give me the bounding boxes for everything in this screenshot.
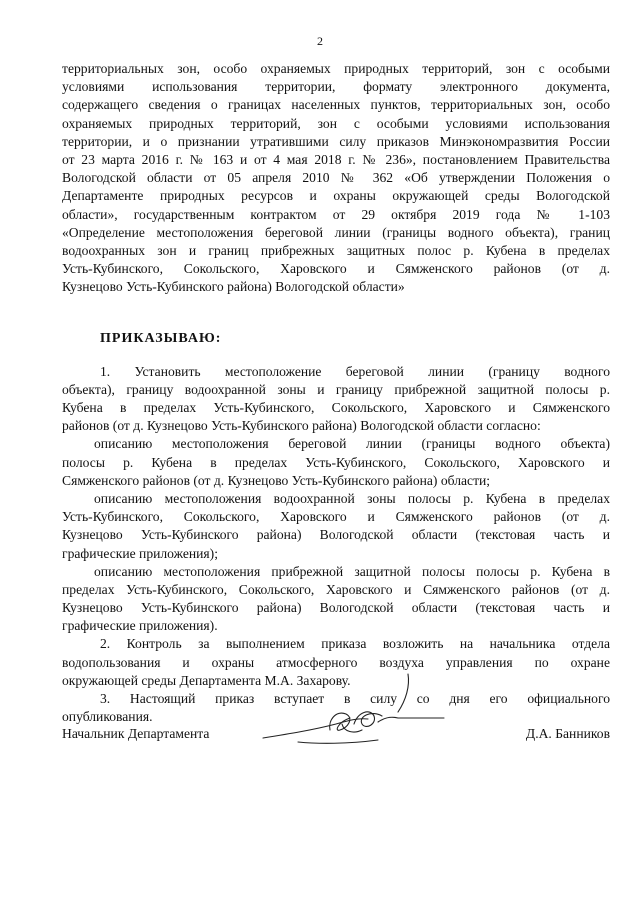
text-line: территории, и о признании утратившими силу приказов Минэкономразвития России	[62, 133, 610, 149]
text-line: полосы р. Кубена в пределах Усть-Кубинского, Сокольского, Харовского и	[62, 454, 610, 470]
text-line: содержащего сведения о границах населенных пунктов, территориальных зон, особо	[62, 97, 610, 113]
order-item-1	[62, 363, 610, 436]
text-line: от 23 марта 2016 г. № 163 и от 4 мая 2018 г. № 236», постановлением Правительства	[62, 151, 610, 167]
text-line: Сямженского районов (от д. Кузнецово Усть-Кубинского района) области;	[62, 472, 491, 488]
text-line: «Определение местоположения береговой линии (границы водного объекта), границ	[62, 224, 610, 240]
text-line: Кузнецово Усть-Кубинского района) Вологодской области (текстовая часть и	[62, 600, 610, 616]
signatory-title: Начальник Департамента	[62, 726, 210, 741]
text-line: Вологодской области от 05 апреля 2010 № 362 «Об утверждении Положения о	[62, 170, 610, 186]
text-line: объекта), границу водоохранной зоны и границу прибрежной защитной полосы р.	[62, 381, 610, 397]
signatory-name: Д.А. Банников	[525, 726, 610, 741]
text-line: описанию местоположения береговой линии (границы водного объекта)	[94, 436, 610, 452]
text-line: описанию местоположения водоохранной зоны полосы р. Кубена в пределах	[94, 490, 610, 506]
text-line: 3. Настоящий приказ вступает в силу со дня его официального	[100, 691, 610, 707]
text-line: 1. Установить местоположение береговой линии (границу водного	[100, 363, 610, 379]
text-line: графические приложения);	[62, 545, 218, 561]
page-number: 2	[317, 34, 323, 48]
text-line: описанию местоположения прибрежной защитной полосы полосы р. Кубена в	[94, 563, 610, 579]
text-line: территориальных зон, особо охраняемых природных территорий, зон с особыми	[62, 61, 610, 76]
document-body	[62, 60, 610, 726]
sub-item-water-protection-zone	[62, 490, 610, 563]
signature-block	[62, 726, 610, 750]
text-line: Кузнецово Усть-Кубинского района) Вологодской области (текстовая часть и	[62, 527, 610, 543]
intro-paragraph	[62, 60, 610, 296]
text-line: Кузнецово Усть-Кубинского района) Вологодской области»	[62, 279, 405, 295]
text-line: 2. Контроль за выполнением приказа возложить на начальника отдела	[100, 636, 610, 652]
text-line: Департаменте природных ресурсов и охраны окружающей среды Вологодской	[62, 188, 610, 204]
text-line: охраняемых природных территорий, зон с особыми условиями использования	[62, 115, 610, 131]
sub-item-shoreline	[62, 435, 610, 490]
text-line: Кубена в пределах Усть-Кубинского, Сокольского, Харовского и Сямженского	[62, 400, 610, 416]
text-line: Усть-Кубинского, Сокольского, Харовского и Сямженского районов (от д.	[62, 261, 610, 277]
sub-item-coastal-protective-strip	[62, 563, 610, 636]
text-line: опубликования.	[62, 709, 153, 725]
text-line: графические приложения).	[62, 618, 218, 634]
text-line: условиями использования территории, формату электронного документа,	[62, 79, 610, 95]
text-line: районов (от д. Кузнецово Усть-Кубинского района) Вологодской области согласно:	[62, 418, 541, 434]
text-line: окружающей среды Департамента М.А. Захарову.	[62, 672, 351, 688]
text-line: пределах Усть-Кубинского, Сокольского, Харовского и Сямженского районов (от д.	[62, 581, 610, 597]
text-line: Усть-Кубинского, Сокольского, Харовского и Сямженского районов (от д.	[62, 509, 610, 525]
text-line: водопользования и охраны атмосферного воздуха управления по охране	[62, 654, 610, 670]
order-heading: ПРИКАЗЫВАЮ:	[100, 331, 222, 347]
text-line: области», государственным контрактом от 29 октября 2019 года № 1-103	[62, 206, 610, 222]
text-line: водоохранных зон и границ прибрежных защитных полос р. Кубена в пределах	[62, 242, 610, 258]
